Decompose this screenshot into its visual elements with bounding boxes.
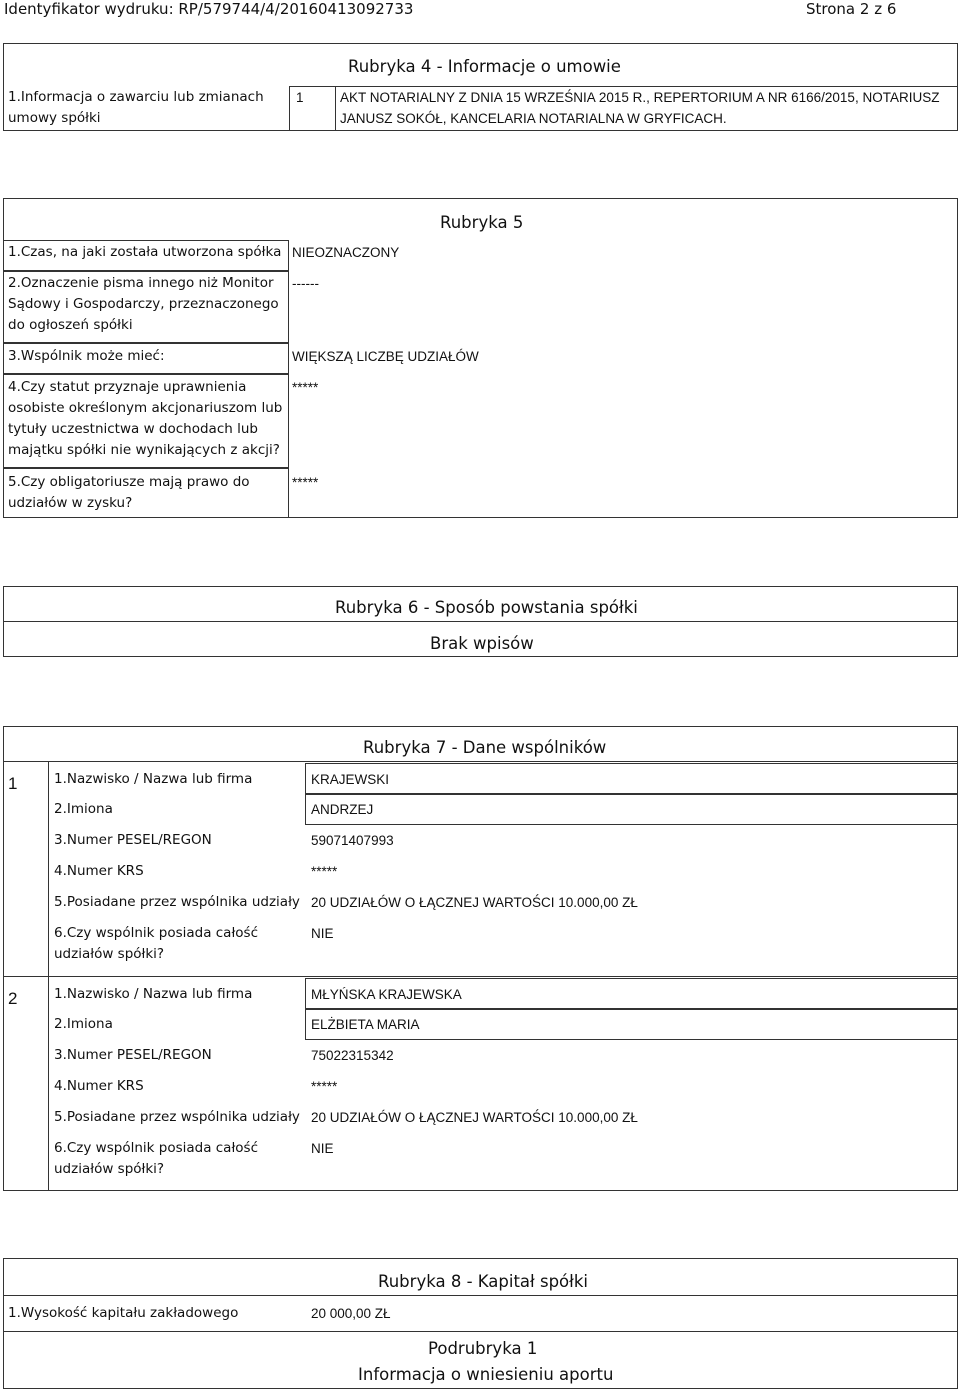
page-number: Strona 2 z 6 xyxy=(806,0,897,18)
rubryka-5-row-1-label: 1.Czas, na jaki została utworzona spółka xyxy=(8,244,282,260)
partner-1-row-2-value: ANDRZEJ xyxy=(311,802,374,817)
rubryka-8-value: 20 000,00 ZŁ xyxy=(311,1306,391,1321)
partner-1-row-4-label: 4.Numer KRS xyxy=(54,863,144,879)
rubryka-8-label: 1.Wysokość kapitału zakładowego xyxy=(8,1305,239,1321)
rubryka-7-title: Rubryka 7 - Dane wspólników xyxy=(363,738,607,757)
rubryka-5-row-4-label: 4.Czy statut przyznaje uprawnienia osobiste określonym akcjonariuszom lub tytuły uczestnictwa w dochodach lub majątku spółki nie wynikających z akcji? xyxy=(8,379,283,458)
rubryka-6-empty-note: Brak wpisów xyxy=(430,634,534,653)
partner-1-row-6-value: NIE xyxy=(311,926,334,941)
rubryka-4-title: Rubryka 4 - Informacje o umowie xyxy=(348,57,621,76)
partner-1-row-2-label: 2.Imiona xyxy=(54,801,113,817)
partner-2-row-5-label: 5.Posiadane przez wspólnika udziały xyxy=(54,1109,300,1125)
partner-1-row-4-value: ***** xyxy=(311,864,338,879)
partner-2-row-1-label: 1.Nazwisko / Nazwa lub firma xyxy=(54,986,253,1002)
partner-1-row-5-label: 5.Posiadane przez wspólnika udziały xyxy=(54,894,300,910)
rubryka-4-label: 1.Informacja o zawarciu lub zmianach umowy spółki xyxy=(8,89,264,126)
podrubryka-title: Podrubryka 1 xyxy=(428,1339,538,1358)
partner-1-row-3-label: 3.Numer PESEL/REGON xyxy=(54,832,212,848)
rubryka-5-row-5-value: ***** xyxy=(292,475,319,490)
partner-1-row-6-label: 6.Czy wspólnik posiada całość udziałów spółki? xyxy=(54,925,259,962)
rubryka-5-row-3-value: WIĘKSZĄ LICZBĘ UDZIAŁÓW xyxy=(292,349,479,364)
partner-1-row-3-value: 59071407993 xyxy=(311,833,394,848)
partner-1-row-5-value: 20 UDZIAŁÓW O ŁĄCZNEJ WARTOŚCI 10.000,00 ZŁ xyxy=(311,895,638,910)
print-identifier: Identyfikator wydruku: RP/579744/4/20160413092733 xyxy=(4,0,414,18)
partner-2-row-6-label: 6.Czy wspólnik posiada całość udziałów spółki? xyxy=(54,1140,259,1177)
partner-1-number: 1 xyxy=(8,774,18,793)
podrubryka-subtitle: Informacja o wniesieniu aportu xyxy=(358,1365,614,1384)
rubryka-5-row-1-value: NIEOZNACZONY xyxy=(292,245,400,260)
rubryka-5-row-2-label: 2.Oznaczenie pisma innego niż Monitor Sądowy i Gospodarczy, przeznaczonego do ogłoszeń spółki xyxy=(8,275,279,333)
rubryka-5-row-5-label: 5.Czy obligatoriusze mają prawo do udziałów w zysku? xyxy=(8,474,250,511)
partner-1-row-1-value: KRAJEWSKI xyxy=(311,772,390,787)
rubryka-8-title: Rubryka 8 - Kapitał spółki xyxy=(378,1272,588,1291)
rubryka-6-title: Rubryka 6 - Sposób powstania spółki xyxy=(335,598,638,617)
rubryka-4-value: AKT NOTARIALNY Z DNIA 15 WRZEŚNIA 2015 R., REPERTORIUM A NR 6166/2015, NOTARIUSZ JANUSZ SOKÓŁ, KANCELARIA NOTARIALNA W GRYFICACH. xyxy=(340,90,940,126)
partner-2-row-2-value: ELŻBIETA MARIA xyxy=(311,1017,420,1032)
rubryka-5-row-3-label: 3.Wspólnik może mieć: xyxy=(8,348,165,364)
partner-2-row-4-label: 4.Numer KRS xyxy=(54,1078,144,1094)
partner-1-row-1-label: 1.Nazwisko / Nazwa lub firma xyxy=(54,771,253,787)
rubryka-5-row-2-value: ------ xyxy=(292,276,319,291)
partner-2-row-3-value: 75022315342 xyxy=(311,1048,394,1063)
partner-2-row-4-value: ***** xyxy=(311,1079,338,1094)
rubryka-4-number: 1 xyxy=(296,90,304,105)
rubryka-5-row-4-value: ***** xyxy=(292,380,319,395)
partner-2-number: 2 xyxy=(8,989,18,1008)
partner-2-row-5-value: 20 UDZIAŁÓW O ŁĄCZNEJ WARTOŚCI 10.000,00 ZŁ xyxy=(311,1110,638,1125)
partner-2-row-1-value: MŁYŃSKA KRAJEWSKA xyxy=(311,987,462,1002)
partner-2-row-6-value: NIE xyxy=(311,1141,334,1156)
partner-2-row-3-label: 3.Numer PESEL/REGON xyxy=(54,1047,212,1063)
partner-2-row-2-label: 2.Imiona xyxy=(54,1016,113,1032)
rubryka-5-title: Rubryka 5 xyxy=(440,213,524,232)
